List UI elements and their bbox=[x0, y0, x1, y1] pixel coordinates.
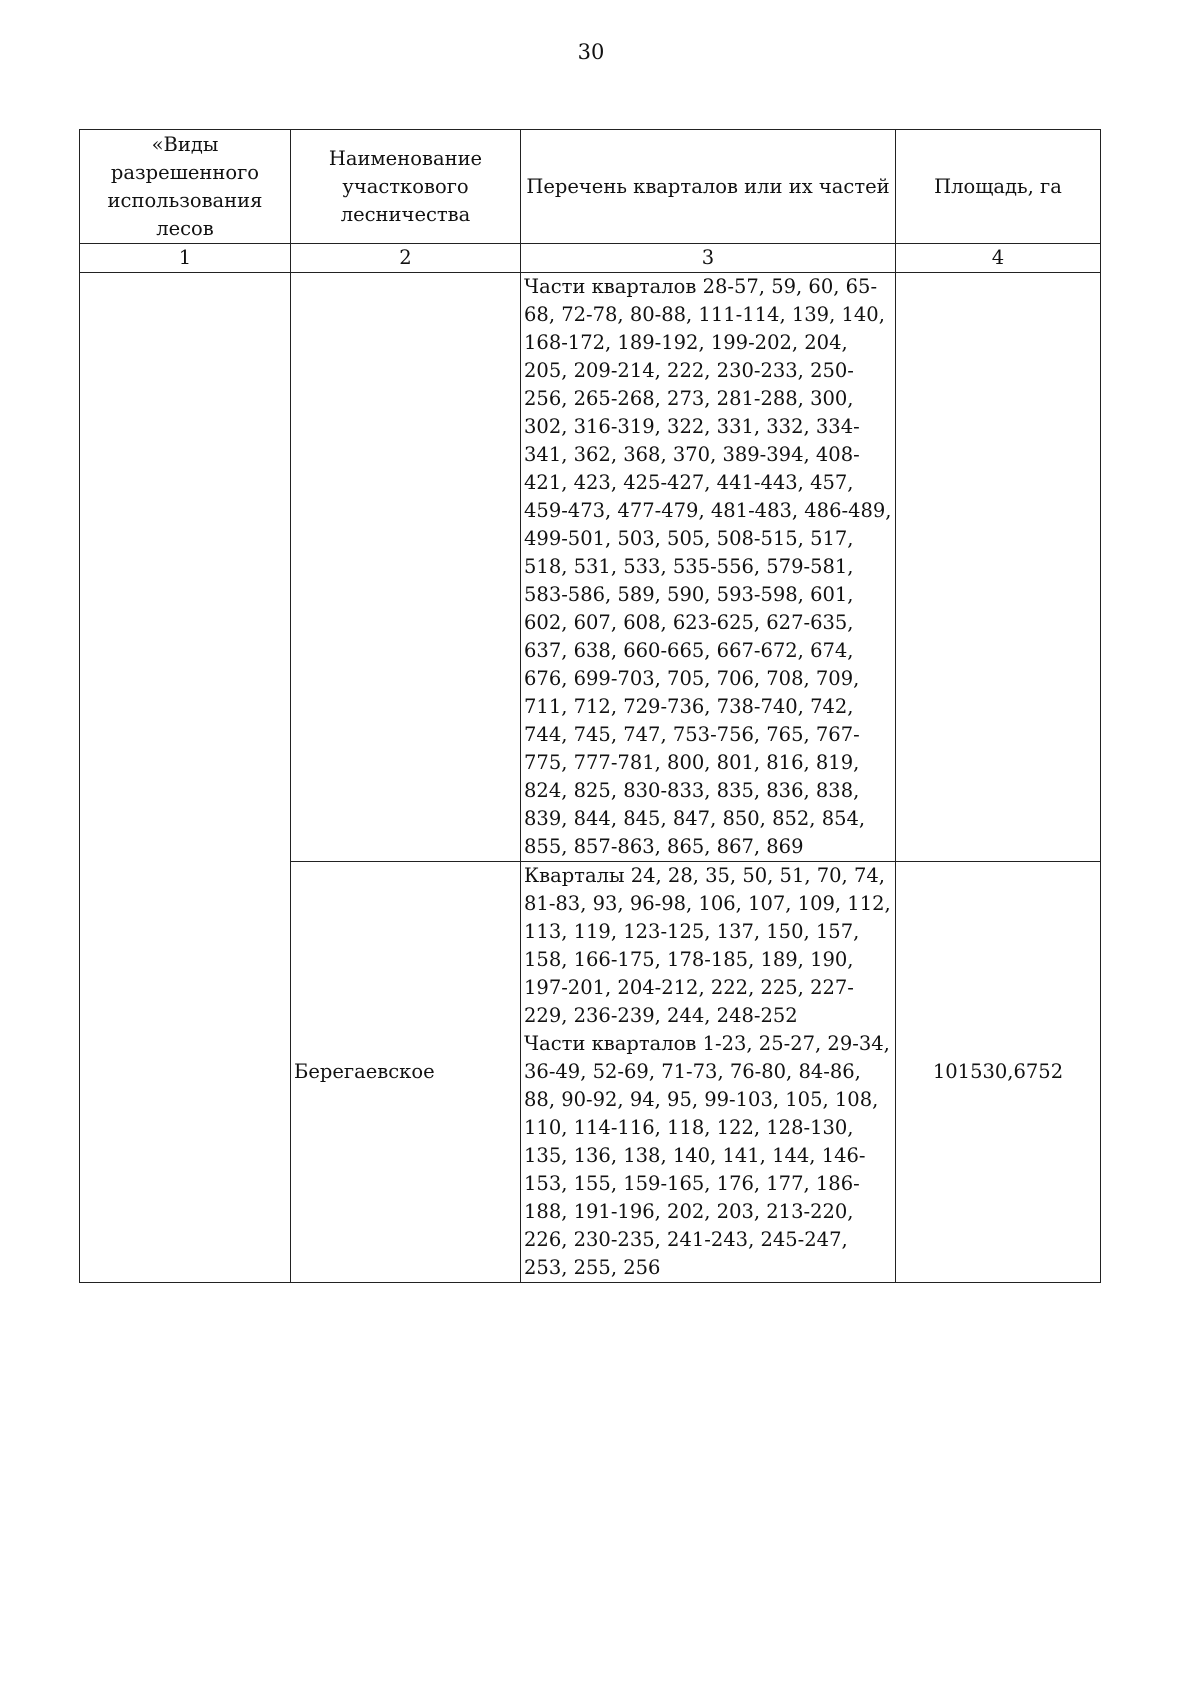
area-cell: 101530,6752 bbox=[896, 862, 1101, 1283]
column-number-3: 3 bbox=[521, 244, 896, 273]
column-number-1: 1 bbox=[80, 244, 291, 273]
quarters-cell: Кварталы 24, 28, 35, 50, 51, 70, 74, 81-83, 93, 96-98, 106, 107, 109, 112, 113, 119, 123-125, 137, 150, 157, 158, 166-175, 178-185, 189, 190, 197-201, 204-212, 222, 225, 227- 229, 236-239, 244, 248-252 Части кварталов 1-23, 25-27, 29-34, 36-49, 52-69, 71-73, 76-80, 84-86, 88, 90-92, 94, 95, 99-103, 105, 108, 110, 114-116, 118, 122, 128-130, 135, 136, 138, 140, 141, 144, 146- 153, 155, 159-165, 176, 177, 186- 188, 191-196, 202, 203, 213-220, 226, 230-235, 241-243, 245-247, 253, 255, 256 bbox=[521, 862, 896, 1283]
forest-use-table bbox=[79, 129, 1101, 1283]
header-quarters: Перечень кварталов или их частей bbox=[521, 130, 896, 244]
column-number-4: 4 bbox=[896, 244, 1101, 273]
use-type-cell bbox=[80, 273, 291, 1283]
table-header-row bbox=[80, 130, 1101, 244]
district-cell: Берегаевское bbox=[291, 862, 521, 1283]
district-cell bbox=[291, 273, 521, 862]
column-number-row bbox=[80, 244, 1101, 273]
column-number-2: 2 bbox=[291, 244, 521, 273]
header-use-type: «Виды разрешенного использования лесов bbox=[80, 130, 291, 244]
header-area: Площадь, га bbox=[896, 130, 1101, 244]
page-number: 30 bbox=[577, 40, 605, 64]
quarters-cell: Части кварталов 28-57, 59, 60, 65- 68, 72-78, 80-88, 111-114, 139, 140, 168-172, 189-192, 199-202, 204, 205, 209-214, 222, 230-233, 250- 256, 265-268, 273, 281-288, 300, 302, 316-319, 322, 331, 332, 334- 341, 362, 368, 370, 389-394, 408- 421, 423, 425-427, 441-443, 457, 459-473, 477-479, 481-483, 486-489, 499-501, 503, 505, 508-515, 517, 518, 531, 533, 535-556, 579-581, 583-586, 589, 590, 593-598, 601, 602, 607, 608, 623-625, 627-635, 637, 638, 660-665, 667-672, 674, 676, 699-703, 705, 706, 708, 709, 711, 712, 729-736, 738-740, 742, 744, 745, 747, 753-756, 765, 767- 775, 777-781, 800, 801, 816, 819, 824, 825, 830-833, 835, 836, 838, 839, 844, 845, 847, 850, 852, 854, 855, 857-863, 865, 867, 869 bbox=[521, 273, 896, 862]
table-row bbox=[80, 273, 1101, 862]
header-district: Наименование участкового лесничества bbox=[291, 130, 521, 244]
area-cell bbox=[896, 273, 1101, 862]
